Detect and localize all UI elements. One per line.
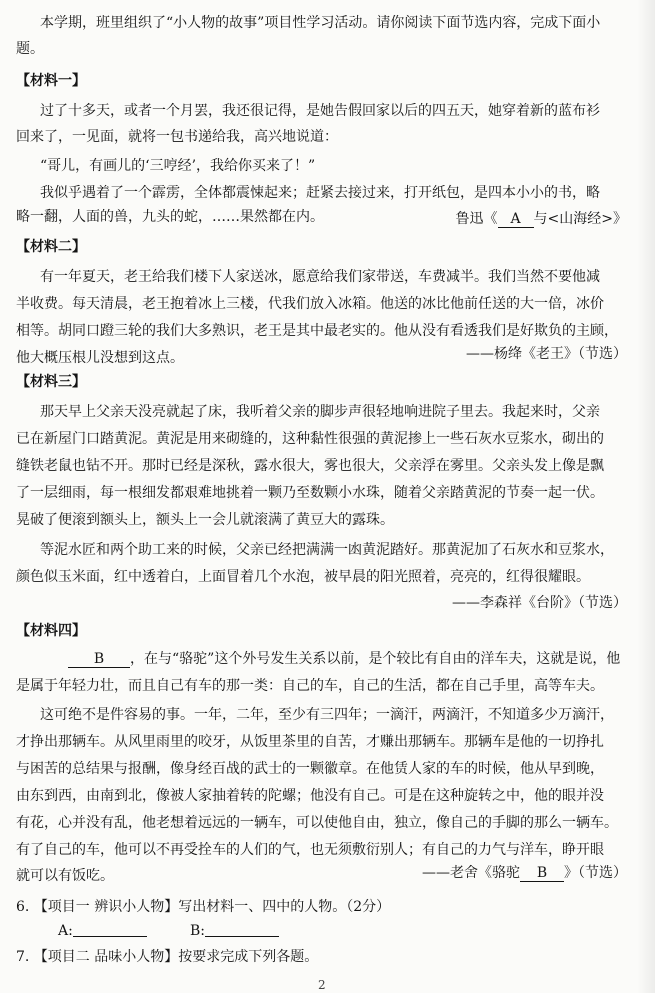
blank-b[interactable]: B xyxy=(68,652,130,668)
question-7: 7. 【项目二 品味小人物】按要求完成下列各题。 xyxy=(16,949,319,965)
material-2-line: 相等。胡同口蹬三轮的我们大多熟识，老王是其中最老实的。他从没有看透我们是好欺负的主顾， xyxy=(16,323,618,339)
blank-a[interactable]: A xyxy=(498,212,534,228)
intro-line-1: 本学期，班里组织了“小人物的故事”项目性学习活动。请你阅读下面节选内容，完成下面小 xyxy=(40,15,601,31)
material-3-line: 颜色似玉米面，红中透着白，上面冒着几个水泡，被早晨的阳光照着，亮亮的，红得很耀眼。 xyxy=(16,569,590,585)
answer-a-label: A: xyxy=(58,923,73,939)
material-3-source: ——李森祥《台阶》（节选） xyxy=(452,595,627,611)
material-1-source: 鲁迅《 A 与<山海经>》 xyxy=(455,211,627,227)
material-4-line: 才挣出那辆车。从风里雨里的咬牙，从饭里茶里的自苦，才赚出那辆车。那辆车是他的一切挣扎 xyxy=(16,734,604,750)
blank-b-source[interactable]: B xyxy=(520,866,564,882)
material-3-line: 那天早上父亲天没亮就起了床，我听着父亲的脚步声很轻地响进院子里去。我起来时，父亲 xyxy=(40,404,600,420)
material-4-line: 有花，心并没有乱，他老想着远远的一辆车，可以使他自由，独立，像自己的手脚的那么一辆车。 xyxy=(16,815,618,831)
page-edge-shadow xyxy=(637,0,655,993)
material-2-heading: 【材料二】 xyxy=(16,239,86,255)
material-1-line: 略一翻，人面的兽，九头的蛇，……果然都在内。 xyxy=(16,209,324,225)
material-4-line: 就可以有饭吃。 xyxy=(16,868,114,884)
material-4-line: 这可绝不是件容易的事。一年，二年，至少有三四年；一滴汗，两滴汗，不知道多少万滴汗， xyxy=(40,707,614,723)
material-3-line: 等泥水匠和两个助工来的时候，父亲已经把满满一凼黄泥踏好。那黄泥加了石灰水和豆浆水， xyxy=(40,542,614,558)
material-2-line: 他大概压根儿没想到这点。 xyxy=(16,350,184,366)
material-2-source: ——杨绛《老王》（节选） xyxy=(466,346,627,362)
material-3-heading: 【材料三】 xyxy=(16,374,86,390)
material-3-line: 缝铁老鼠也钻不开。那时已经是深秋，露水很大，雾也很大，父亲浮在雾里。父亲头发上像是飘 xyxy=(16,458,604,474)
material-1-heading: 【材料一】 xyxy=(16,73,86,89)
material-4-line: B ，在与“骆驼”这个外号发生关系以前，是个较比有自由的洋车夫，这就是说，他 xyxy=(68,650,620,668)
material-4-line: 是属于年轻力壮，而且自己有车的那一类：自己的车，自己的生活，都在自己手里，高等车夫。 xyxy=(16,678,604,694)
material-4-line: 与困苦的总结果与报酬，像身经百战的武士的一颗徽章。在他赁人家的车的时候，他从早到晚， xyxy=(16,761,604,777)
material-3-line: 晃破了便滚到额头上，额头上一会儿就滚满了黄豆大的露珠。 xyxy=(16,512,394,528)
question-6: 6. 【项目一 辨识小人物】写出材料一、四中的人物。（2分） xyxy=(16,899,391,915)
material-4-source: ——老舍《骆驼 B 》（节选） xyxy=(422,865,627,881)
answer-b-label: B: xyxy=(190,923,206,939)
material-4-line: 由东到西，由南到北，像被人家抽着转的陀螺；他没有自己。可是在这种旋转之中，他的眼并没 xyxy=(16,788,604,804)
material-2-line: 半收费。每天清晨，老王抱着冰上三楼，代我们放入冰箱。他送的冰比他前任送的大一倍，冰价 xyxy=(16,296,604,312)
material-4-line: 有了自己的车，他可以不再受拴车的人们的气，也无须敷衍别人；有自己的力气与洋车，睁开眼 xyxy=(16,842,604,858)
material-1-line: “哥儿，有画儿的‘三哼经’，我给你买来了！” xyxy=(40,158,316,174)
material-1-line: 回来了，一见面，就将一包书递给我，高兴地说道： xyxy=(16,129,338,145)
material-3-line: 已在新屋门口踏黄泥。黄泥是用来砌缝的，这种黏性很强的黄泥掺上一些石灰水豆浆水，砌出的 xyxy=(16,431,604,447)
material-2-line: 有一年夏天，老王给我们楼下人家送冰，愿意给我们家带送，车费减半。我们当然不要他减 xyxy=(40,269,600,285)
material-4-heading: 【材料四】 xyxy=(16,623,86,639)
material-3-line: 了一层细雨，每一根细发都艰难地挑着一颗乃至数颗小水珠，随着父亲踏黄泥的节奏一起一伏。 xyxy=(16,485,604,501)
material-1-line: 我似乎遇着了一个霹雳，全体都震悚起来；赶紧去接过来，打开纸包，是四本小小的书，略 xyxy=(40,185,600,201)
material-1-line: 过了十多天，或者一个月罢，我还很记得，是她告假回家以后的四五天，她穿着新的蓝布衫 xyxy=(40,103,600,119)
answer-b-row xyxy=(190,922,279,940)
intro-line-2: 题。 xyxy=(16,41,44,57)
answer-a-field[interactable] xyxy=(73,922,147,937)
answer-b-field[interactable] xyxy=(205,922,279,937)
answer-a-row xyxy=(58,922,147,940)
page-number: 2 xyxy=(318,978,326,992)
